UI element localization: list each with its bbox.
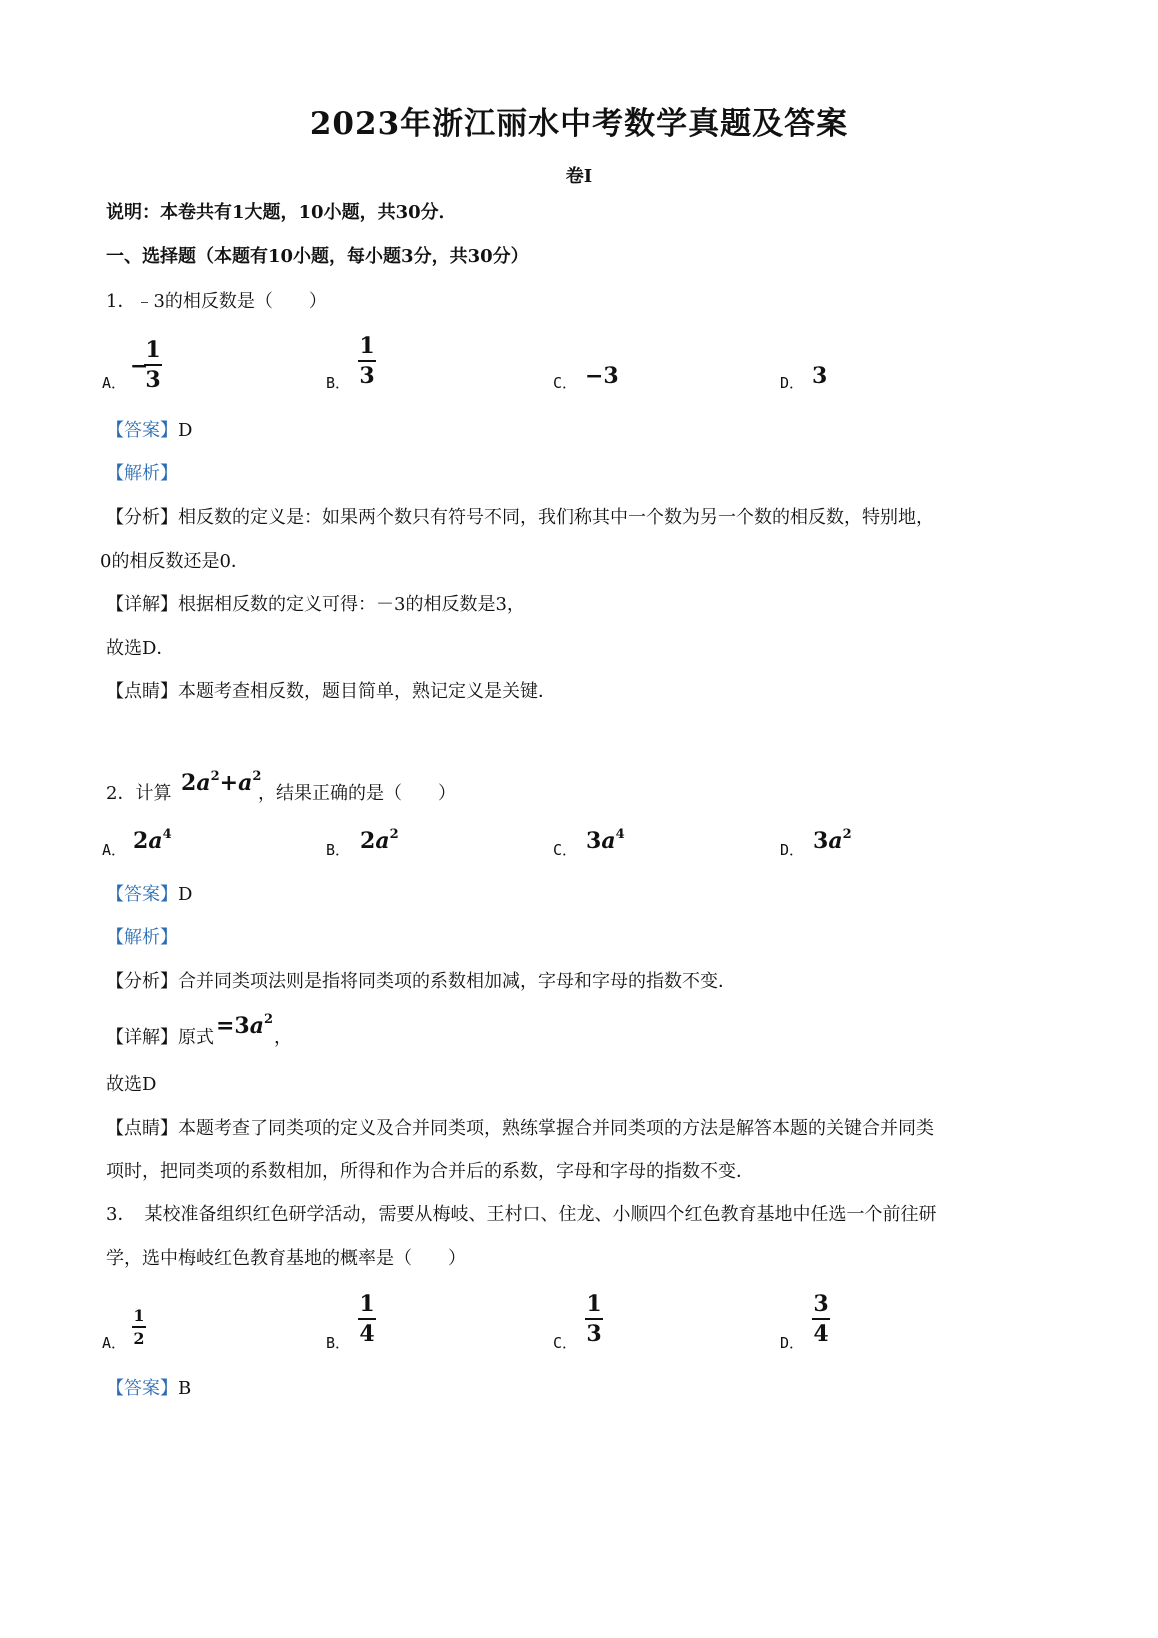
q1-dianjing-text: 本题考查相反数，题目简单，熟记定义是关键． <box>178 681 556 702</box>
q3-option-d-label: D． <box>780 1334 805 1352</box>
q1-option-d-value: 3 <box>812 363 828 389</box>
q1-stem: 1．﹣3的相反数是（ ） <box>106 291 327 312</box>
q1-option-a-denominator: 3 <box>145 367 161 393</box>
q1-xiangjie <box>106 590 525 616</box>
q3-option-b <box>326 1332 350 1353</box>
q3-stem-line2: 学，选中梅岐红色教育基地的概率是（ ） <box>106 1248 466 1269</box>
q2-option-d-exp: 2 <box>842 826 852 842</box>
doc-note: 说明：本卷共有1大题，10小题，共30分． <box>106 202 457 223</box>
q2-option-a-label: A． <box>102 841 127 859</box>
q2-option-d-label: D． <box>780 841 805 859</box>
doc-title: 2023年浙江丽水中考数学真题及答案 <box>309 106 849 142</box>
q3-option-a-numerator: 1 <box>133 1306 145 1325</box>
q2-option-c-label: C． <box>553 841 578 859</box>
q1-guxuan: 故选D． <box>106 638 175 659</box>
q1-fenxi-line2: 0的相反数还是0． <box>100 551 249 572</box>
q2-option-b <box>326 839 350 860</box>
dianjing-tag: 【点睛】 <box>106 1118 178 1139</box>
q2-option-d <box>780 839 804 860</box>
q2-stem-expression: $2a^2+a^2$ <box>181 768 262 796</box>
q1-option-c-value: −3 <box>585 363 619 389</box>
q2-fenxi-text: 合并同类项法则是指将同类项的系数相加减，字母和字母的指数不变． <box>178 971 736 992</box>
q2-fenxi <box>106 967 736 993</box>
q2-option-d-coef: 3 <box>813 828 829 854</box>
answer-tag: 【答案】 <box>106 420 178 441</box>
q1-option-c <box>553 372 577 393</box>
q2-guxuan: 故选D <box>106 1074 157 1095</box>
q1-option-b-denominator: 3 <box>359 363 375 389</box>
q2-option-a-expression: $2a^4$ <box>133 826 172 854</box>
q2-option-a <box>102 839 126 860</box>
q2-answer <box>106 880 192 906</box>
q1-option-a-sign: − <box>130 353 149 379</box>
fraction-bar <box>812 1318 830 1320</box>
q3-answer-value: B <box>178 1378 192 1399</box>
q2-xiangjie-expression: $=3a^2$ <box>216 1011 274 1039</box>
q3-option-b-fraction <box>358 1292 376 1346</box>
dianjing-tag: 【点睛】 <box>106 681 178 702</box>
q2-option-b-expression: $2a^2$ <box>360 826 399 854</box>
q1-option-a-numerator: 1 <box>145 337 161 363</box>
fraction-bar <box>585 1318 603 1320</box>
q3-option-d-fraction <box>812 1292 830 1346</box>
q2-option-c-coef: 3 <box>586 828 602 854</box>
q3-option-a-denominator: 2 <box>133 1329 145 1348</box>
q2-answer-value: D <box>178 884 193 905</box>
q1-option-d-label: D． <box>780 374 805 392</box>
q1-analysis-tag: 【解析】 <box>106 463 178 484</box>
q3-option-d <box>780 1332 804 1353</box>
q1-option-d <box>780 372 804 393</box>
q3-option-b-numerator: 1 <box>359 1291 375 1317</box>
q2-option-c-exp: 4 <box>615 826 625 842</box>
q1-option-a-label: A． <box>102 374 127 392</box>
doc-subtitle: 卷Ⅰ <box>565 166 593 187</box>
q3-option-d-numerator: 3 <box>813 1291 829 1317</box>
q1-answer-value: D <box>178 420 193 441</box>
q2-option-a-coef: 2 <box>133 828 149 854</box>
q1-option-b-fraction <box>358 334 376 388</box>
q2-option-c-expression: $3a^4$ <box>586 826 625 854</box>
q3-option-c <box>553 1332 577 1353</box>
q1-fenxi <box>106 503 934 529</box>
q1-option-b-label: B． <box>326 374 351 392</box>
q1-xiangjie-text: 根据相反数的定义可得：－3的相反数是3， <box>178 594 525 615</box>
q1-option-b <box>326 372 350 393</box>
q3-option-a <box>102 1332 126 1353</box>
q2-xiangjie-prefix: 原式 <box>178 1027 214 1048</box>
q1-fenxi-text: 相反数的定义是：如果两个数只有符号不同，我们称其中一个数为另一个数的相反数，特别地， <box>178 507 934 528</box>
q2-stem-suffix: ，结果正确的是（ ） <box>258 783 456 804</box>
q1-answer <box>106 416 192 442</box>
q3-option-c-fraction <box>585 1292 603 1346</box>
section-heading: 一、选择题（本题有10小题，每小题3分，共30分） <box>106 246 529 267</box>
q2-xiangjie <box>106 1023 214 1049</box>
q2-dianjing-text: 本题考查了同类项的定义及合并同类项，熟练掌握合并同类项的方法是解答本题的关键合并同类 <box>178 1118 934 1139</box>
q2-option-c <box>553 839 577 860</box>
q2-stem-prefix: 2．计算 <box>106 783 172 804</box>
fraction-bar <box>358 1318 376 1320</box>
q1-dianjing <box>106 677 556 703</box>
q2-option-d-expression: $3a^2$ <box>813 826 852 854</box>
q1-option-b-numerator: 1 <box>359 333 375 359</box>
q3-option-d-denominator: 4 <box>813 1321 829 1347</box>
q1-option-a <box>102 372 126 393</box>
answer-tag: 【答案】 <box>106 884 178 905</box>
fraction-bar <box>358 360 376 362</box>
q3-option-a-fraction <box>132 1307 146 1347</box>
q3-option-a-label: A． <box>102 1334 127 1352</box>
q2-xiangjie-suffix: ， <box>274 1027 292 1048</box>
q3-option-b-label: B． <box>326 1334 351 1352</box>
q2-option-a-exp: 4 <box>162 826 172 842</box>
q2-option-b-exp: 2 <box>389 826 399 842</box>
q3-option-c-denominator: 3 <box>586 1321 602 1347</box>
q3-option-c-numerator: 1 <box>586 1291 602 1317</box>
q3-option-c-label: C． <box>553 1334 578 1352</box>
q1-option-c-label: C． <box>553 374 578 392</box>
q2-option-b-coef: 2 <box>360 828 376 854</box>
answer-tag: 【答案】 <box>106 1378 178 1399</box>
fenxi-tag: 【分析】 <box>106 507 178 528</box>
xiangjie-tag: 【详解】 <box>106 594 178 615</box>
fraction-bar <box>144 364 162 366</box>
q2-dianjing-line2: 项时，把同类项的系数相加，所得和作为合并后的系数，字母和字母的指数不变． <box>106 1161 754 1182</box>
q1-option-a-fraction <box>144 338 162 392</box>
xiangjie-tag: 【详解】 <box>106 1027 178 1048</box>
q2-dianjing <box>106 1114 934 1140</box>
q2-option-b-label: B． <box>326 841 351 859</box>
q3-option-b-denominator: 4 <box>359 1321 375 1347</box>
q3-answer <box>106 1374 191 1400</box>
fraction-bar <box>132 1326 146 1328</box>
q2-analysis-tag: 【解析】 <box>106 927 178 948</box>
fenxi-tag: 【分析】 <box>106 971 178 992</box>
q3-stem-line1: 3． 某校准备组织红色研学活动，需要从梅岐、王村口、住龙、小顺四个红色教育基地中任选一个前往研 <box>106 1204 937 1225</box>
